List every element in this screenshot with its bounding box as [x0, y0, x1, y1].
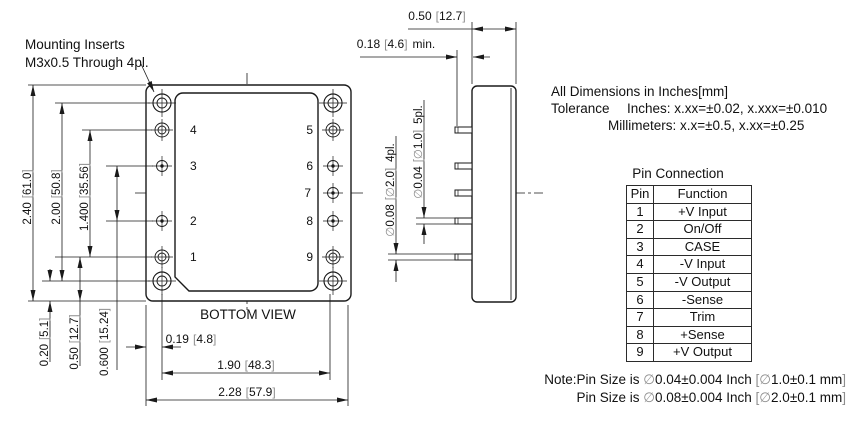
bracket-close: ] — [842, 390, 846, 405]
dim-overall-height: 2.40[61.0] — [22, 169, 34, 225]
diameter-icon: ∅ — [643, 372, 656, 387]
pin-label-8: 8 — [306, 214, 313, 228]
side-pin — [455, 163, 472, 169]
note-all-dimensions: All Dimensions in Inches[mm] — [551, 84, 729, 99]
function-cell: +V Output — [654, 344, 752, 362]
table-row — [627, 291, 752, 309]
function-cell: On/Off — [654, 221, 752, 239]
mounting-note-line2: M3x0.5 Through 4pl. — [25, 55, 149, 70]
mounting-note-line1: Mounting Inserts — [25, 37, 125, 52]
pin-label-3: 3 — [190, 159, 197, 173]
dim-pin-row-span: 1.400[35.56] — [79, 163, 91, 231]
table-row — [627, 344, 752, 362]
note1-prefix: Note:Pin Size is — [544, 372, 644, 387]
note1-mm: 1.0±0.1 mm — [771, 372, 843, 387]
table-row — [627, 221, 752, 239]
note2-prefix: Pin Size is — [576, 390, 644, 405]
function-cell: Trim — [654, 309, 752, 327]
pin-cell: 7 — [627, 309, 654, 327]
dim-edge-to-pin-col: 0.19 [4.8] — [165, 332, 217, 346]
pin-label-4: 4 — [190, 123, 197, 137]
pin-label-1: 1 — [190, 250, 197, 264]
table-row — [627, 256, 752, 274]
diameter-icon: ∅ — [759, 372, 772, 387]
pin-cell: 5 — [627, 273, 654, 291]
function-cell: +V Input — [654, 203, 752, 221]
function-cell: CASE — [654, 238, 752, 256]
table-row — [627, 309, 752, 327]
dim-pin-row-gap: 0.600[15.24] — [99, 308, 111, 376]
side-pin — [455, 218, 472, 224]
note1-inch: 0.04±0.004 Inch — [655, 372, 756, 387]
pin-table — [626, 185, 752, 362]
module-outline — [146, 85, 351, 301]
diameter-icon: ∅ — [643, 390, 656, 405]
dim-pin-dia-small: ∅0.04[∅1.0]5pl. — [413, 105, 425, 199]
dim-edge-to-pin1: 0.50[12.7] — [69, 314, 81, 370]
bracket-open: [ — [755, 372, 760, 387]
pin-label-2: 2 — [190, 214, 197, 228]
pin-label-9: 9 — [306, 250, 313, 264]
note-tolerance-inches: Inches: x.xx=±0.02, x.xxx=±0.010 — [627, 101, 828, 116]
pin-table-header-function: Function — [654, 186, 752, 204]
pin-table-header-pin: Pin — [627, 186, 654, 204]
pin-size-note-1 — [500, 372, 846, 388]
dim-pin-col-spacing: 1.90 [48.3] — [217, 358, 275, 372]
pin-label-6: 6 — [306, 159, 313, 173]
dim-pin-dia-large: ∅0.08[∅2.0]4pl. — [385, 143, 397, 237]
note2-mm: 2.0±0.1 mm — [771, 390, 843, 405]
left-dimensions — [22, 85, 153, 376]
pin-cell: 1 — [627, 203, 654, 221]
side-body-outline — [472, 86, 516, 302]
pin-cell: 6 — [627, 291, 654, 309]
dim-case-depth: 0.50 [12.7] — [408, 9, 466, 23]
function-cell: -Sense — [654, 291, 752, 309]
pin-cell: 4 — [627, 256, 654, 274]
side-pin — [455, 190, 472, 196]
pin-cell: 3 — [627, 238, 654, 256]
dim-pin-length: 0.18 [4.6] min. — [356, 37, 436, 51]
side-view — [357, 9, 543, 302]
table-row — [627, 273, 752, 291]
note-tolerance-mm: Millimeters: x.x=±0.5, x.xx=±0.25 — [608, 118, 805, 133]
pin-table-header-row — [627, 186, 752, 204]
table-row — [627, 203, 752, 221]
pin-cell: 9 — [627, 344, 654, 362]
function-cell: -V Input — [654, 256, 752, 274]
function-cell: +Sense — [654, 326, 752, 344]
pin-size-note-2 — [500, 390, 846, 406]
diameter-icon: ∅ — [759, 390, 772, 405]
dim-insert-spacing-v: 2.00[50.8] — [51, 169, 63, 225]
dim-edge-to-insert: 0.20[5.1] — [39, 317, 51, 367]
side-pin — [455, 127, 472, 133]
bottom-view-caption: BOTTOM VIEW — [200, 307, 296, 322]
pin-label-7: 7 — [304, 186, 311, 200]
bracket-close: ] — [842, 372, 846, 387]
pin-label-5: 5 — [306, 123, 313, 137]
bottom-view — [135, 73, 363, 322]
side-pin — [455, 254, 472, 260]
pin-cell: 8 — [627, 326, 654, 344]
pin-table-title: Pin Connection — [632, 166, 724, 181]
function-cell: -V Output — [654, 273, 752, 291]
bracket-open: [ — [755, 390, 760, 405]
table-row — [627, 238, 752, 256]
note2-inch: 0.08±0.004 Inch — [655, 390, 756, 405]
table-row — [627, 326, 752, 344]
mounting-note — [25, 37, 154, 92]
pin-cell: 2 — [627, 221, 654, 239]
dim-overall-width: 2.28 [57.9] — [218, 385, 276, 399]
note-tolerance-label: Tolerance — [551, 101, 610, 116]
